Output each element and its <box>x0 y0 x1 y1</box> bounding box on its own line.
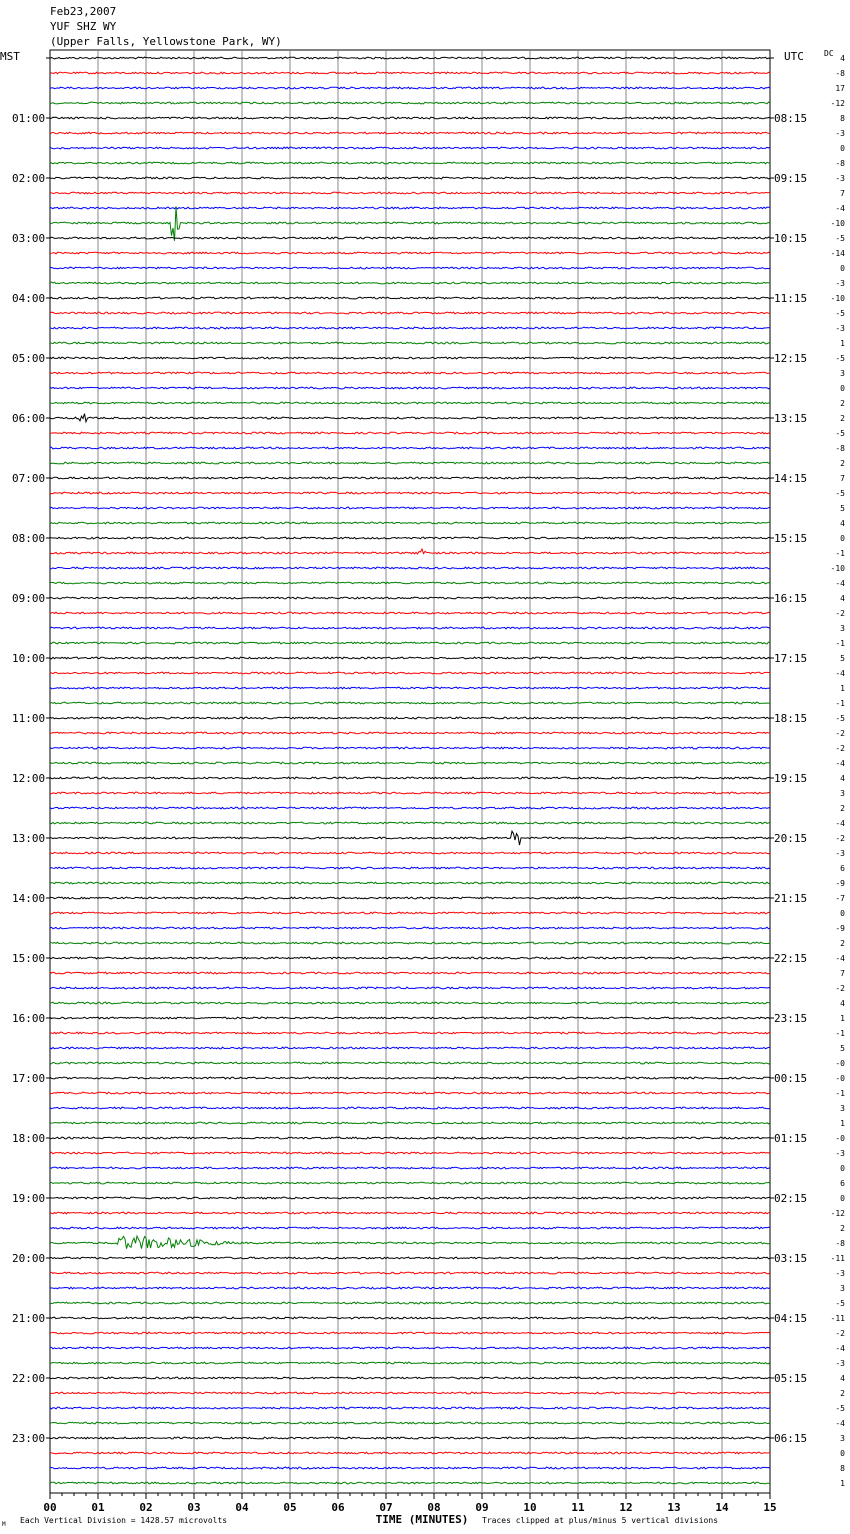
dc-offset-value: 1 <box>840 1014 845 1023</box>
dc-offset-value: 6 <box>840 1179 845 1188</box>
dc-offset-value: 2 <box>840 459 845 468</box>
seismic-trace <box>50 147 770 149</box>
seismic-trace <box>50 717 770 719</box>
dc-offset-value: -4 <box>835 669 845 678</box>
record-date: Feb23,2007 <box>50 5 117 18</box>
station-code: YUF SHZ WY <box>50 20 117 33</box>
seismic-trace <box>50 612 770 614</box>
hour-label-right: 09:15 <box>774 172 808 185</box>
dc-offset-value: -5 <box>835 714 845 723</box>
dc-offset-value: 2 <box>840 414 845 423</box>
dc-offset-value: 7 <box>840 969 845 978</box>
seismic-trace <box>50 1392 770 1394</box>
seismic-trace <box>50 957 770 959</box>
dc-offset-value: 8 <box>840 114 845 123</box>
hour-label-right: 17:15 <box>774 652 808 665</box>
dc-offset-value: -1 <box>835 1029 845 1038</box>
dc-offset-value: -1 <box>835 699 845 708</box>
hour-label-right: 14:15 <box>774 472 808 485</box>
seismic-trace <box>50 972 770 974</box>
dc-offset-value: -11 <box>830 1254 845 1263</box>
hour-label-right: 20:15 <box>774 832 808 845</box>
dc-offset-value: 8 <box>840 1464 845 1473</box>
dc-offset-value: 0 <box>840 909 845 918</box>
dc-offset-value: -10 <box>830 564 845 573</box>
dc-offset-value: 0 <box>840 384 845 393</box>
dc-offset-value: -8 <box>835 69 845 78</box>
x-tick-label: 01 <box>91 1501 105 1514</box>
dc-offset-value: 5 <box>840 1044 845 1053</box>
dc-offset-value: -1 <box>835 639 845 648</box>
seismic-trace <box>50 987 770 989</box>
hour-label-left: 10:00 <box>12 652 46 665</box>
dc-offset-value: 0 <box>840 144 845 153</box>
hour-label-right: 08:15 <box>774 112 808 125</box>
dc-offset-value: 4 <box>840 594 845 603</box>
hour-label-left: 23:00 <box>12 1432 46 1445</box>
dc-offset-value: 3 <box>840 624 845 633</box>
dc-offset-value: -10 <box>830 294 845 303</box>
x-tick-label: 13 <box>667 1501 681 1514</box>
dc-offset-value: 3 <box>840 1284 845 1293</box>
dc-offset-value: -4 <box>835 1344 845 1353</box>
hour-label-right: 05:15 <box>774 1372 808 1385</box>
seismic-trace <box>50 1017 770 1019</box>
seismic-trace <box>50 117 770 119</box>
x-tick-label: 15 <box>763 1501 777 1514</box>
seismic-trace <box>50 1452 770 1454</box>
dc-offset-value: 4 <box>840 999 845 1008</box>
x-tick-label: 02 <box>139 1501 153 1514</box>
seismic-trace <box>50 1032 770 1034</box>
seismic-trace <box>50 702 770 704</box>
seismic-trace <box>50 1002 770 1004</box>
seismic-trace <box>50 732 770 734</box>
hour-label-left: 06:00 <box>12 412 46 425</box>
dc-offset-value: -3 <box>835 174 845 183</box>
dc-offset-value: -5 <box>835 309 845 318</box>
hour-label-left: 01:00 <box>12 112 46 125</box>
hour-label-right: 11:15 <box>774 292 808 305</box>
seismic-trace <box>50 327 770 329</box>
dc-offset-value: -3 <box>835 849 845 858</box>
seismic-trace <box>50 372 770 374</box>
dc-offset-value: -2 <box>835 609 845 618</box>
seismic-trace <box>50 807 770 809</box>
seismic-trace <box>50 132 770 134</box>
dc-offset-value: -5 <box>835 354 845 363</box>
x-axis-title: TIME (MINUTES) <box>375 1513 469 1526</box>
seismic-trace <box>50 1167 770 1169</box>
hour-label-right: 01:15 <box>774 1132 808 1145</box>
seismic-trace <box>50 1047 770 1049</box>
x-tick-label: 14 <box>715 1501 729 1514</box>
hour-label-left: 14:00 <box>12 892 46 905</box>
seismic-trace <box>50 1317 770 1319</box>
seismic-trace <box>50 462 770 464</box>
seismic-trace <box>50 207 770 209</box>
seismic-trace <box>50 1062 770 1064</box>
seismic-trace <box>50 237 770 239</box>
hour-label-left: 03:00 <box>12 232 46 245</box>
seismic-trace <box>50 642 770 644</box>
seismic-trace <box>50 414 770 422</box>
hour-label-left: 02:00 <box>12 172 46 185</box>
hour-label-left: 17:00 <box>12 1072 46 1085</box>
x-tick-label: 04 <box>235 1501 249 1514</box>
hour-label-left: 05:00 <box>12 352 46 365</box>
seismic-trace <box>50 882 770 884</box>
dc-offset-value: 7 <box>840 474 845 483</box>
dc-offset-value: -11 <box>830 1314 845 1323</box>
dc-offset-value: -14 <box>830 249 845 258</box>
dc-offset-value: -8 <box>835 1239 845 1248</box>
dc-offset-value: -4 <box>835 204 845 213</box>
seismic-trace <box>50 102 770 104</box>
hour-label-right: 19:15 <box>774 772 808 785</box>
seismic-trace <box>50 1287 770 1289</box>
dc-offset-value: -2 <box>835 744 845 753</box>
seismic-trace <box>50 72 770 74</box>
dc-offset-value: -3 <box>835 279 845 288</box>
seismic-trace <box>50 57 770 59</box>
dc-offset-value: -4 <box>835 954 845 963</box>
seismic-trace <box>50 687 770 689</box>
hour-label-right: 02:15 <box>774 1192 808 1205</box>
seismic-trace <box>50 1182 770 1184</box>
seismic-trace <box>50 1272 770 1274</box>
seismic-trace <box>50 792 770 794</box>
hour-label-left: 18:00 <box>12 1132 46 1145</box>
dc-offset-value: -0 <box>835 1074 845 1083</box>
dc-offset-value: 1 <box>840 1119 845 1128</box>
seismic-trace <box>50 549 770 554</box>
seismic-trace <box>50 747 770 749</box>
dc-offset-value: -9 <box>835 879 845 888</box>
dc-offset-value: -4 <box>835 819 845 828</box>
x-tick-label: 05 <box>283 1501 297 1514</box>
dc-offset-value: 0 <box>840 1194 845 1203</box>
dc-offset-value: -3 <box>835 1149 845 1158</box>
dc-offset-value: 4 <box>840 519 845 528</box>
dc-offset-value: -5 <box>835 234 845 243</box>
seismic-trace <box>50 1407 770 1409</box>
dc-offset-value: -7 <box>835 894 845 903</box>
dc-offset-value: -5 <box>835 489 845 498</box>
x-tick-label: 09 <box>475 1501 489 1514</box>
scale-note: Each Vertical Division = 1428.57 microvolts <box>20 1516 228 1525</box>
seismic-trace <box>50 207 770 241</box>
seismic-trace <box>50 252 770 254</box>
seismic-trace <box>50 477 770 479</box>
dc-offset-value: 6 <box>840 864 845 873</box>
dc-offset-value: 2 <box>840 1224 845 1233</box>
dc-offset-value: -5 <box>835 1299 845 1308</box>
plot-frame <box>50 50 770 1493</box>
dc-offset-value: 4 <box>840 1374 845 1383</box>
seismic-trace <box>50 402 770 404</box>
x-tick-label: 08 <box>427 1501 441 1514</box>
right-timezone-label: UTC <box>784 50 804 63</box>
seismic-trace <box>50 297 770 299</box>
seismic-trace <box>50 522 770 524</box>
hour-label-left: 16:00 <box>12 1012 46 1025</box>
hour-label-right: 16:15 <box>774 592 808 605</box>
seismic-trace <box>50 162 770 164</box>
x-tick-label: 03 <box>187 1501 201 1514</box>
dc-offset-value: -9 <box>835 924 845 933</box>
dc-offset-value: -0 <box>835 1059 845 1068</box>
seismic-trace <box>50 447 770 449</box>
dc-offset-value: 2 <box>840 804 845 813</box>
seismic-trace <box>50 1437 770 1439</box>
dc-offset-value: -2 <box>835 834 845 843</box>
seismic-trace <box>50 942 770 944</box>
dc-offset-value: 7 <box>840 189 845 198</box>
hour-label-right: 04:15 <box>774 1312 808 1325</box>
hour-label-right: 22:15 <box>774 952 808 965</box>
seismic-trace <box>50 1122 770 1124</box>
hour-label-left: 09:00 <box>12 592 46 605</box>
seismic-trace <box>50 537 770 539</box>
x-tick-label: 10 <box>523 1501 537 1514</box>
seismic-trace <box>50 1302 770 1304</box>
dc-offset-value: 4 <box>840 774 845 783</box>
dc-offset-value: 1 <box>840 1479 845 1488</box>
dc-offset-value: -2 <box>835 1329 845 1338</box>
hour-label-left: 20:00 <box>12 1252 46 1265</box>
seismic-trace <box>50 672 770 674</box>
seismic-trace <box>50 657 770 659</box>
seismic-trace <box>50 1257 770 1259</box>
dc-offset-value: 17 <box>835 84 845 93</box>
hour-label-right: 06:15 <box>774 1432 808 1445</box>
seismic-trace <box>50 1107 770 1109</box>
station-location: (Upper Falls, Yellowstone Park, WY) <box>50 35 282 48</box>
dc-offset-value: -3 <box>835 129 845 138</box>
seismic-trace <box>50 597 770 599</box>
hour-label-right: 18:15 <box>774 712 808 725</box>
seismic-trace <box>50 1332 770 1334</box>
seismic-trace <box>50 1137 770 1139</box>
hour-label-left: 04:00 <box>12 292 46 305</box>
hour-label-right: 23:15 <box>774 1012 808 1025</box>
dc-offset-value: -0 <box>835 1134 845 1143</box>
dc-offset-value: 1 <box>840 339 845 348</box>
dc-offset-value: -10 <box>830 219 845 228</box>
seismic-trace <box>50 822 770 824</box>
seismic-trace <box>50 852 770 854</box>
dc-offset-value: -1 <box>835 1089 845 1098</box>
hour-label-right: 03:15 <box>774 1252 808 1265</box>
seismic-trace <box>50 1236 770 1249</box>
seismic-trace <box>50 627 770 629</box>
x-tick-label: 06 <box>331 1501 345 1514</box>
dc-offset-value: -1 <box>835 549 845 558</box>
x-tick-label: 12 <box>619 1501 633 1514</box>
seismic-trace <box>50 387 770 389</box>
seismic-trace <box>50 1467 770 1469</box>
hour-label-right: 21:15 <box>774 892 808 905</box>
seismic-trace <box>50 267 770 269</box>
dc-offset-value: 5 <box>840 504 845 513</box>
corner-mark: M <box>2 1521 6 1528</box>
dc-offset-value: -5 <box>835 429 845 438</box>
seismic-trace <box>50 87 770 89</box>
seismic-trace <box>50 1197 770 1199</box>
hour-label-left: 08:00 <box>12 532 46 545</box>
seismic-trace <box>50 567 770 569</box>
hour-label-left: 15:00 <box>12 952 46 965</box>
dc-offset-header: DC <box>824 49 834 58</box>
dc-offset-value: 0 <box>840 264 845 273</box>
dc-offset-value: -12 <box>830 99 845 108</box>
x-tick-label: 00 <box>43 1501 57 1514</box>
hour-label-right: 13:15 <box>774 412 808 425</box>
seismic-trace <box>50 492 770 494</box>
seismic-trace <box>50 1362 770 1364</box>
seismic-trace <box>50 762 770 764</box>
dc-offset-value: -2 <box>835 729 845 738</box>
hour-label-left: 21:00 <box>12 1312 46 1325</box>
dc-offset-value: 0 <box>840 1449 845 1458</box>
dc-offset-value: 3 <box>840 789 845 798</box>
dc-offset-value: -4 <box>835 759 845 768</box>
dc-offset-value: 3 <box>840 1104 845 1113</box>
hour-label-right: 00:15 <box>774 1072 808 1085</box>
dc-offset-value: 2 <box>840 1389 845 1398</box>
dc-offset-value: 0 <box>840 534 845 543</box>
hour-label-left: 13:00 <box>12 832 46 845</box>
hour-label-right: 10:15 <box>774 232 808 245</box>
dc-offset-value: -5 <box>835 1404 845 1413</box>
seismic-trace <box>50 312 770 314</box>
dc-offset-value: -12 <box>830 1209 845 1218</box>
dc-offset-value: 2 <box>840 939 845 948</box>
clip-note: Traces clipped at plus/minus 5 vertical divisions <box>482 1516 719 1525</box>
seismic-trace <box>50 1077 770 1079</box>
seismic-trace <box>50 1152 770 1154</box>
seismic-trace <box>50 1482 770 1484</box>
seismic-trace <box>50 777 770 779</box>
dc-offset-value: 0 <box>840 1164 845 1173</box>
seismic-trace <box>50 1212 770 1214</box>
dc-offset-value: -3 <box>835 1359 845 1368</box>
seismic-trace <box>50 897 770 899</box>
dc-offset-value: 1 <box>840 684 845 693</box>
seismic-trace <box>50 1092 770 1094</box>
seismic-trace <box>50 282 770 284</box>
dc-offset-value: -3 <box>835 1269 845 1278</box>
seismic-trace <box>50 357 770 359</box>
seismic-trace <box>50 192 770 194</box>
dc-offset-value: -8 <box>835 159 845 168</box>
hour-label-left: 07:00 <box>12 472 46 485</box>
hour-label-right: 12:15 <box>774 352 808 365</box>
seismic-trace <box>50 507 770 509</box>
seismic-trace <box>50 432 770 434</box>
hour-label-left: 12:00 <box>12 772 46 785</box>
hour-label-left: 22:00 <box>12 1372 46 1385</box>
dc-offset-value: -4 <box>835 1419 845 1428</box>
dc-offset-value: -8 <box>835 444 845 453</box>
seismic-trace <box>50 1227 770 1229</box>
dc-offset-value: 5 <box>840 654 845 663</box>
dc-offset-value: -3 <box>835 324 845 333</box>
x-tick-label: 11 <box>571 1501 585 1514</box>
dc-offset-value: 2 <box>840 399 845 408</box>
seismic-trace <box>50 867 770 869</box>
dc-offset-value: -2 <box>835 984 845 993</box>
hour-label-right: 15:15 <box>774 532 808 545</box>
dc-offset-value: 4 <box>840 54 845 63</box>
seismic-trace <box>50 912 770 914</box>
seismic-trace <box>50 1422 770 1424</box>
x-tick-label: 07 <box>379 1501 393 1514</box>
seismic-trace <box>50 582 770 584</box>
seismic-trace <box>50 1347 770 1349</box>
dc-offset-value: 3 <box>840 1434 845 1443</box>
dc-offset-value: 3 <box>840 369 845 378</box>
hour-label-left: 11:00 <box>12 712 46 725</box>
seismic-trace <box>50 831 770 845</box>
hour-label-left: 19:00 <box>12 1192 46 1205</box>
left-timezone-label: MST <box>0 50 20 63</box>
seismic-trace <box>50 927 770 929</box>
seismic-trace <box>50 342 770 344</box>
seismic-trace <box>50 177 770 179</box>
seismic-trace <box>50 1377 770 1379</box>
dc-offset-value: -4 <box>835 579 845 588</box>
